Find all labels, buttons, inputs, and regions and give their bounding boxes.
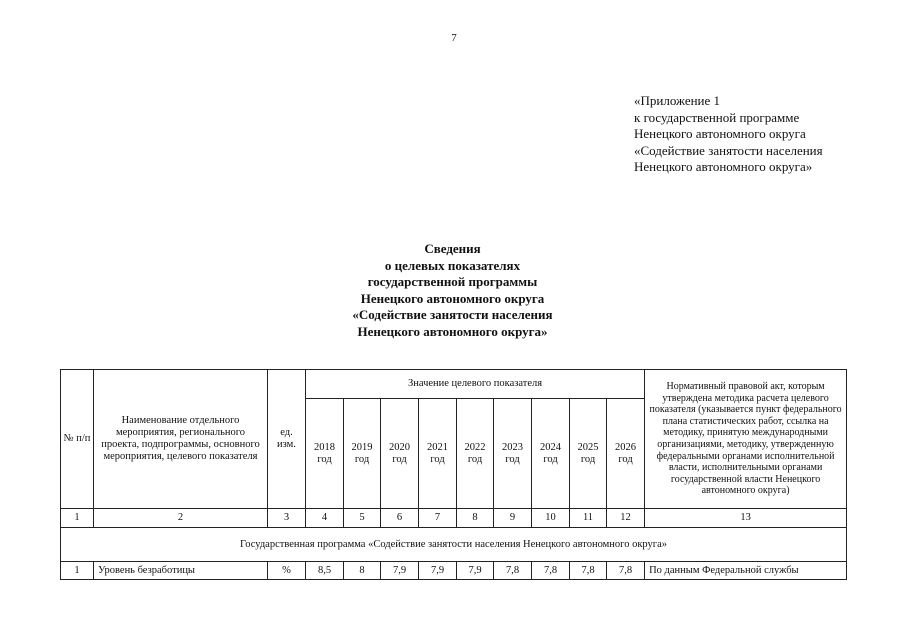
column-number: 10 xyxy=(532,509,570,528)
heading-line: Ненецкого автономного округа» xyxy=(357,323,548,339)
targets-table xyxy=(60,369,847,580)
header-name: Наименование отдельного мероприятия, регионального проекта, подпрограммы, основного мероприятия, целевого показателя xyxy=(94,370,268,509)
table-row xyxy=(61,562,847,580)
row-num: 1 xyxy=(61,562,94,580)
row-name: Уровень безработицы xyxy=(94,562,268,580)
header-year: 2023 год xyxy=(494,399,532,509)
appendix-line: «Приложение 1 xyxy=(634,93,721,108)
row-unit: % xyxy=(268,562,306,580)
section-title: Государственная программа «Содействие занятости населения Ненецкого автономного округа» xyxy=(61,528,847,562)
header-year: 2022 год xyxy=(457,399,494,509)
appendix-line: Ненецкого автономного округа xyxy=(634,126,806,141)
column-number: 11 xyxy=(570,509,607,528)
appendix-note xyxy=(634,93,823,176)
row-value: 7,9 xyxy=(381,562,419,580)
header-year: 2021 год xyxy=(419,399,457,509)
row-value: 7,8 xyxy=(607,562,645,580)
column-number: 12 xyxy=(607,509,645,528)
header-year: 2026 год xyxy=(607,399,645,509)
row-value: 7,8 xyxy=(532,562,570,580)
page-number: 7 xyxy=(451,32,457,44)
appendix-line: «Содействие занятости населения xyxy=(634,142,823,158)
column-number: 6 xyxy=(381,509,419,528)
header-values-group: Значение целевого показателя xyxy=(306,370,645,399)
column-number: 13 xyxy=(645,509,847,528)
header-legal-act: Нормативный правовой акт, которым утверждена методика расчета целевого показателя (указывается пункт федерального плана статистических работ, ссылка на методику, принятую международными организациями, методику, утвержденную федеральными органами исполнительной власти, исполнительными органами государственной власти Ненецкого автономного округа) xyxy=(645,370,847,509)
header-year: 2024 год xyxy=(532,399,570,509)
heading-line: Сведения xyxy=(424,241,481,256)
appendix-line: Ненецкого автономного округа» xyxy=(634,159,813,174)
appendix-line: к государственной программе xyxy=(634,109,800,125)
row-value: 7,8 xyxy=(570,562,607,580)
column-number: 4 xyxy=(306,509,344,528)
column-number: 9 xyxy=(494,509,532,528)
header-year: 2018 год xyxy=(306,399,344,509)
row-value: 8,5 xyxy=(306,562,344,580)
row-value: 7,8 xyxy=(494,562,532,580)
header-year: 2025 год xyxy=(570,399,607,509)
column-numbers-row xyxy=(61,509,847,528)
header-unit: ед. изм. xyxy=(268,370,306,509)
header-num: № п/п xyxy=(61,370,94,509)
row-value: 7,9 xyxy=(457,562,494,580)
heading-line: государственной программы xyxy=(367,274,538,289)
header-year: 2020 год xyxy=(381,399,419,509)
column-number: 3 xyxy=(268,509,306,528)
column-number: 2 xyxy=(94,509,268,528)
heading-line: Ненецкого автономного округа xyxy=(360,290,545,306)
document-heading xyxy=(280,241,625,340)
row-legal-act: По данным Федеральной службы xyxy=(645,562,847,580)
header-year: 2019 год xyxy=(344,399,381,509)
column-number: 5 xyxy=(344,509,381,528)
column-number: 1 xyxy=(61,509,94,528)
column-number: 7 xyxy=(419,509,457,528)
table-header-row xyxy=(61,370,847,399)
row-value: 8 xyxy=(344,562,381,580)
section-row xyxy=(61,528,847,562)
heading-line: «Содействие занятости населения xyxy=(352,307,553,322)
row-value: 7,9 xyxy=(419,562,457,580)
column-number: 8 xyxy=(457,509,494,528)
heading-line: о целевых показателях xyxy=(384,257,521,273)
